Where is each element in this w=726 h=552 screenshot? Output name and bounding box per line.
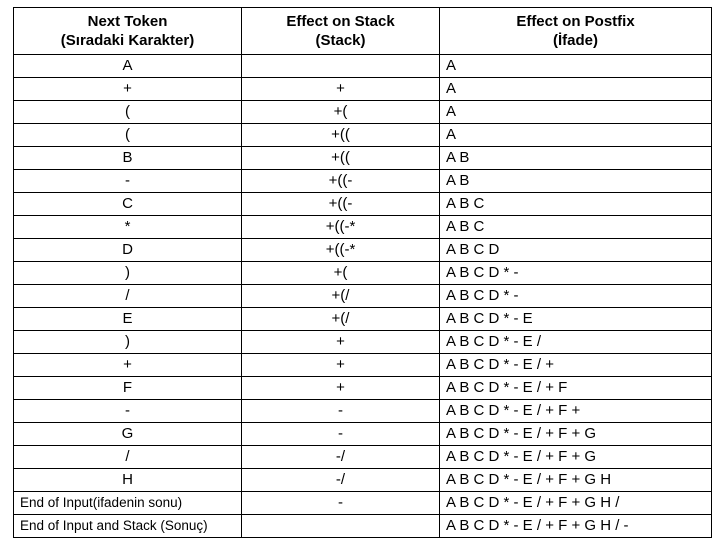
table-row	[14, 331, 712, 354]
table-row	[14, 124, 712, 147]
token-cell: (	[14, 101, 242, 124]
token-cell: )	[14, 262, 242, 285]
header-effect-on-postfix-subtitle: (İfade)	[553, 32, 598, 49]
table-row	[14, 354, 712, 377]
postfix-cell: A	[440, 78, 712, 101]
postfix-cell: A B C	[440, 216, 712, 239]
stack-cell: -	[242, 400, 440, 423]
stack-cell: +	[242, 377, 440, 400]
table-row	[14, 216, 712, 239]
header-row	[14, 8, 712, 55]
stack-cell: +	[242, 331, 440, 354]
stack-cell: +((-	[242, 170, 440, 193]
token-cell: End of Input(ifadenin sonu)	[14, 492, 242, 515]
postfix-cell: A	[440, 101, 712, 124]
table-row	[14, 285, 712, 308]
token-cell: H	[14, 469, 242, 492]
token-cell: )	[14, 331, 242, 354]
postfix-cell: A B C D	[440, 239, 712, 262]
table-row	[14, 515, 712, 538]
stack-cell	[242, 515, 440, 538]
postfix-cell: A B C D * - E	[440, 308, 712, 331]
stack-cell: +(/	[242, 285, 440, 308]
stack-cell: +(/	[242, 308, 440, 331]
table-row	[14, 55, 712, 78]
token-cell: End of Input and Stack (Sonuç)	[14, 515, 242, 538]
header-next-token	[14, 8, 242, 55]
stack-cell: +	[242, 78, 440, 101]
stack-cell: +((-	[242, 193, 440, 216]
postfix-cell: A B C D * -	[440, 262, 712, 285]
stack-cell: -	[242, 423, 440, 446]
token-cell: +	[14, 354, 242, 377]
header-effect-on-postfix	[440, 8, 712, 55]
stack-cell: +((-*	[242, 216, 440, 239]
token-cell: D	[14, 239, 242, 262]
stack-cell: -/	[242, 446, 440, 469]
token-cell: F	[14, 377, 242, 400]
table-row	[14, 469, 712, 492]
token-cell: (	[14, 124, 242, 147]
table-row	[14, 446, 712, 469]
postfix-cell: A B C D * - E / + F + G H /	[440, 492, 712, 515]
stack-cell: -/	[242, 469, 440, 492]
stack-cell: +(	[242, 262, 440, 285]
stack-cell: +((	[242, 147, 440, 170]
postfix-cell: A B	[440, 147, 712, 170]
table-row	[14, 101, 712, 124]
postfix-cell: A	[440, 124, 712, 147]
postfix-cell: A B C	[440, 193, 712, 216]
postfix-cell: A B C D * - E / + F + G	[440, 446, 712, 469]
postfix-cell: A B C D * - E / +	[440, 354, 712, 377]
token-cell: /	[14, 446, 242, 469]
token-cell: /	[14, 285, 242, 308]
table-row	[14, 170, 712, 193]
table-row	[14, 262, 712, 285]
postfix-cell: A B C D * - E / + F + G H	[440, 469, 712, 492]
token-cell: C	[14, 193, 242, 216]
table-row	[14, 492, 712, 515]
postfix-cell: A B C D * - E / + F +	[440, 400, 712, 423]
header-effect-on-stack-title: Effect on Stack	[286, 13, 395, 30]
postfix-cell: A B C D * - E /	[440, 331, 712, 354]
stack-cell	[242, 55, 440, 78]
table-row	[14, 400, 712, 423]
token-cell: B	[14, 147, 242, 170]
table-row	[14, 377, 712, 400]
header-effect-on-stack-subtitle: (Stack)	[315, 32, 366, 49]
stack-cell: +(	[242, 101, 440, 124]
header-next-token-title: Next Token	[87, 13, 168, 30]
table-row	[14, 147, 712, 170]
token-cell: G	[14, 423, 242, 446]
table-row	[14, 308, 712, 331]
header-next-token-subtitle: (Sıradaki Karakter)	[60, 32, 195, 49]
postfix-cell: A B	[440, 170, 712, 193]
stack-cell: +	[242, 354, 440, 377]
postfix-cell: A B C D * - E / + F	[440, 377, 712, 400]
stack-cell: +((-*	[242, 239, 440, 262]
postfix-cell: A B C D * -	[440, 285, 712, 308]
postfix-cell: A	[440, 55, 712, 78]
postfix-conversion-table	[13, 7, 712, 538]
table-row	[14, 78, 712, 101]
stack-cell: -	[242, 492, 440, 515]
token-cell: *	[14, 216, 242, 239]
stack-cell: +((	[242, 124, 440, 147]
table-row	[14, 239, 712, 262]
token-cell: +	[14, 78, 242, 101]
token-cell: A	[14, 55, 242, 78]
postfix-cell: A B C D * - E / + F + G H / -	[440, 515, 712, 538]
header-effect-on-postfix-title: Effect on Postfix	[516, 13, 635, 30]
token-cell: -	[14, 400, 242, 423]
token-cell: -	[14, 170, 242, 193]
table-row	[14, 193, 712, 216]
postfix-cell: A B C D * - E / + F + G	[440, 423, 712, 446]
header-effect-on-stack	[242, 8, 440, 55]
token-cell: E	[14, 308, 242, 331]
table-row	[14, 423, 712, 446]
